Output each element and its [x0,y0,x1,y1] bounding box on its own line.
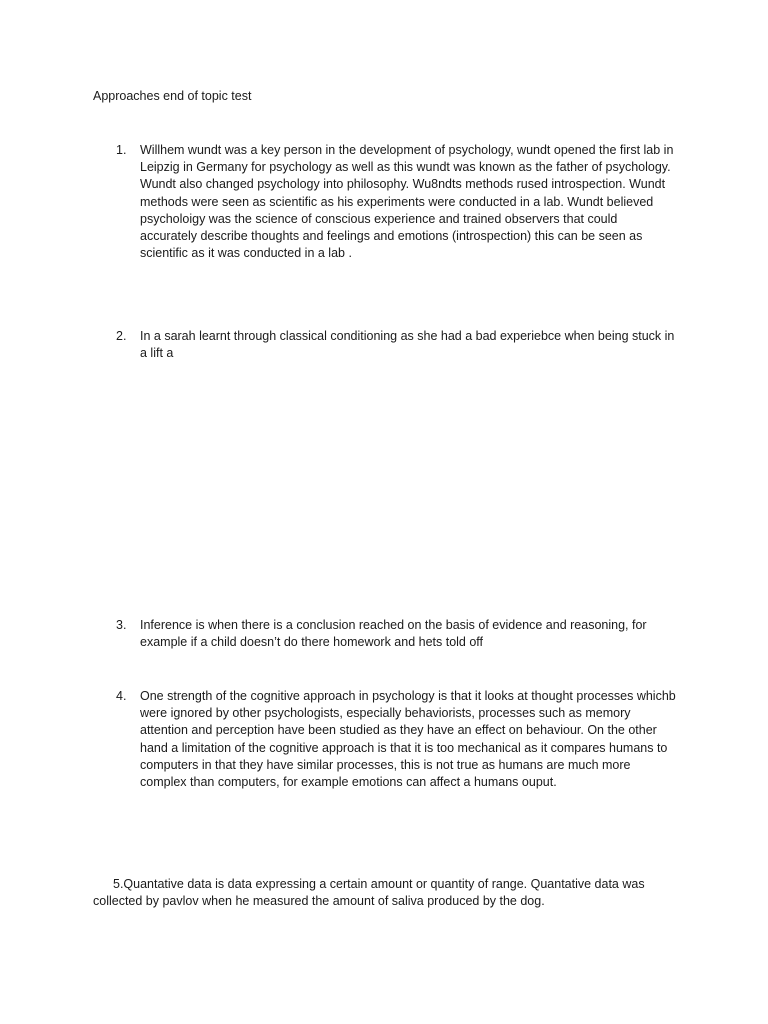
question-4 [116,688,676,791]
question-2 [116,328,676,362]
question-4-number: 4. [116,689,127,703]
question-5-answer: 5.Quantative data is data expressing a certain amount or quantity of range. Quantative data was collected by pavlov when he measured the amount of saliva produced by the dog. [93,877,645,909]
question-3 [116,617,676,651]
question-1-number: 1. [116,143,127,157]
question-3-answer: Inference is when there is a conclusion reached on the basis of evidence and reasoning, for example if a child doesn’t do there homework and hets told off [140,618,647,650]
question-3-number: 3. [116,618,127,632]
question-2-answer: In a sarah learnt through classical conditioning as she had a bad experiebce when being stuck in a lift a [140,329,675,361]
question-4-answer: One strength of the cognitive approach in psychology is that it looks at thought processes whichb were ignored by other psychologists, especially behaviorists, processes such as memory attention and perception have been studied as they have an effect on behaviour. On the other hand a limitation of the cognitive approach is that it is too mechanical as it compares humans to computers in that they have similar processes, this is not true as humans are much more complex than computers, for example emotions can affect a humans ouput. [140,689,676,790]
document-title: Approaches end of topic test [93,89,252,103]
question-2-number: 2. [116,329,127,343]
question-1 [116,142,676,262]
question-1-answer: Willhem wundt was a key person in the development of psychology, wundt opened the first lab in Leipzig in Germany for psychology as well as this wundt was known as the father of psychology. Wundt also changed psychology into philosophy. Wu8ndts methods rused introspection. Wundt methods were seen as scientific as his experiments were conducted in a lab. Wundt believed psycholoigy was the science of conscious experience and trained observers that could accurately describe thoughts and feelings and emotions (introspection) this can be seen as scientific as it was conducted in a lab . [140,143,674,261]
